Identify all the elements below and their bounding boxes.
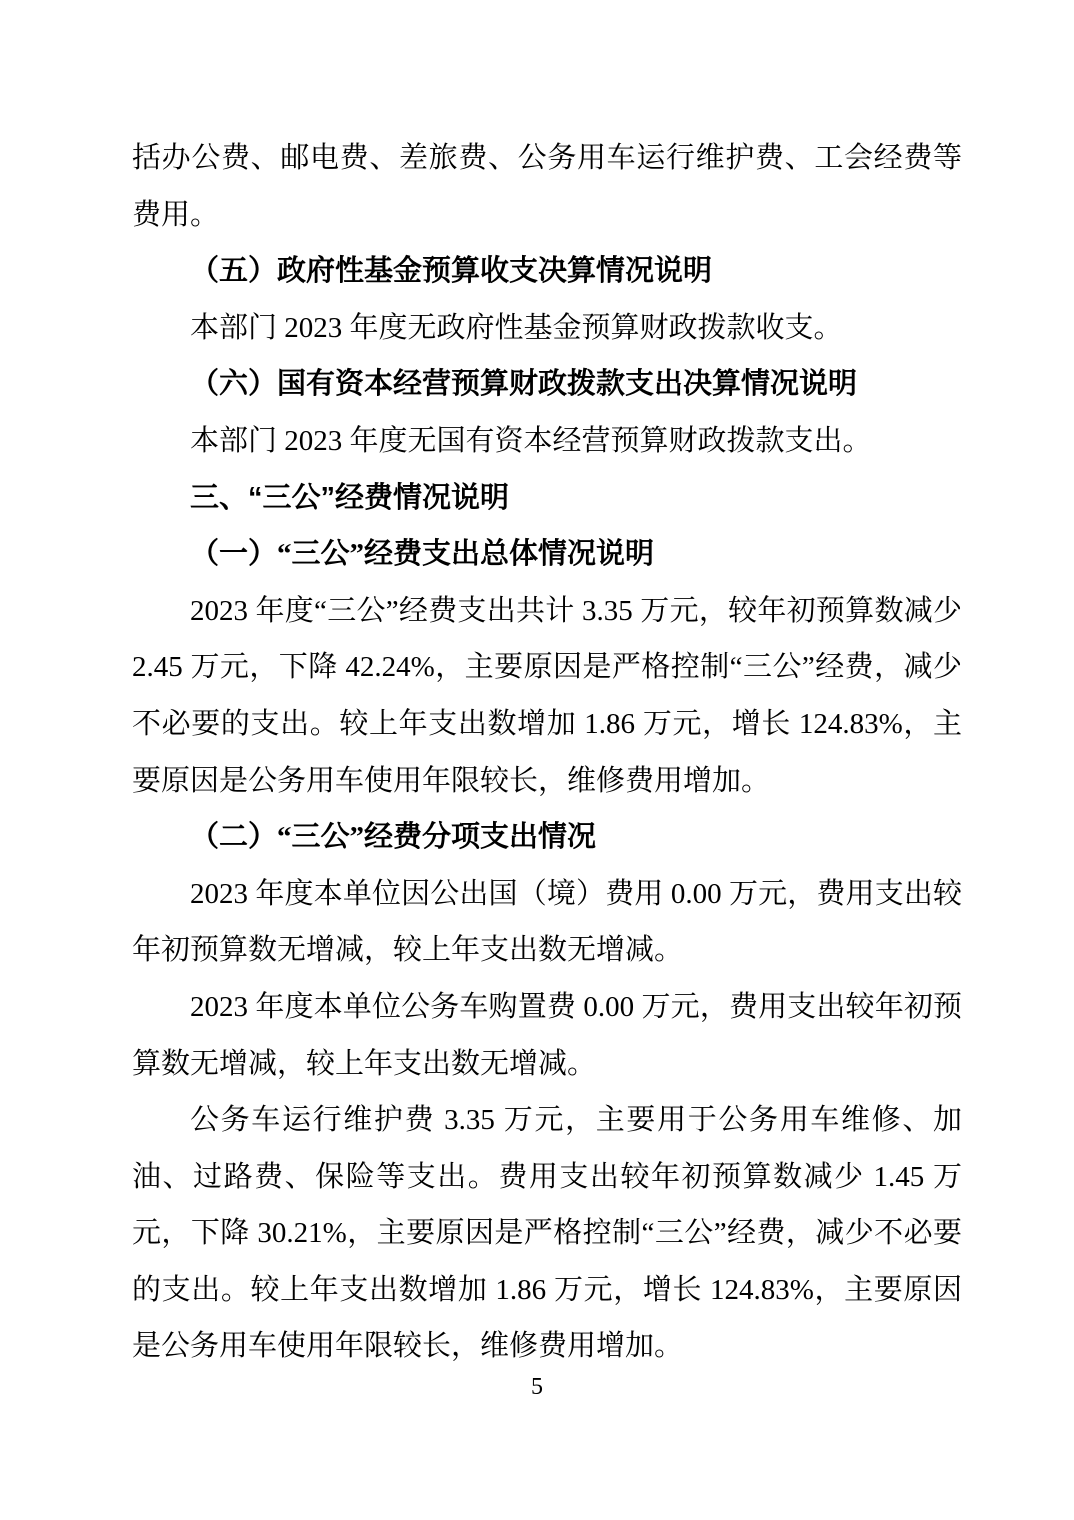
section-heading-5-government-fund-budget: （五）政府性基金预算收支决算情况说明 (190, 255, 713, 288)
chapter-heading-3-three-public-expenses: 三、“三公”经费情况说明 (190, 481, 510, 514)
section-heading-6-state-capital-budget: （六）国有资本经营预算财政拨款支出决算情况说明 (190, 368, 858, 401)
section-heading-1-overall-expenditure: （一）“三公”经费支出总体情况说明 (190, 538, 655, 571)
paragraph-vehicle-maintenance-expense: 公务车运行维护费 3.35 万元，主要用于公务用车维修、加油、过路费、保险等支出。费用支出较年初预算数减少 1.45 万元，下降 30.21%，主要原因是严格控制“三公”经费，减少不必要的支出。较上年支出数增加 1.86 万元，增长 124.83%，主要原因是公务用车使用年限较长，维修费用增加。 (132, 1104, 962, 1363)
page-number: 5 (531, 1374, 543, 1400)
paragraph-no-government-fund: 本部门 2023 年度无政府性基金预算财政拨款收支。 (190, 311, 843, 344)
paragraph-overall-expenditure-detail: 2023 年度“三公”经费支出共计 3.35 万元，较年初预算数减少 2.45 万元，下降 42.24%，主要原因是严格控制“三公”经费，减少不必要的支出。较上年支出数增加 1.86 万元，增长 124.83%，主要原因是公务用车使用年限较长，维修费用增加。 (132, 594, 962, 797)
paragraph-no-state-capital: 本部门 2023 年度无国有资本经营预算财政拨款支出。 (190, 424, 872, 457)
document-body (132, 130, 962, 1375)
paragraph-continued-expense-items: 括办公费、邮电费、差旅费、公务用车运行维护费、工会经费等费用。 (132, 142, 962, 231)
paragraph-vehicle-purchase-expense: 2023 年度本单位公务车购置费 0.00 万元，费用支出较年初预算数无增减，较上年支出数无增减。 (132, 990, 962, 1080)
section-heading-2-itemized-expenditure: （二）“三公”经费分项支出情况 (190, 821, 597, 854)
paragraph-overseas-travel-expense: 2023 年度本单位因公出国（境）费用 0.00 万元，费用支出较年初预算数无增减，较上年支出数无增减。 (132, 877, 962, 967)
